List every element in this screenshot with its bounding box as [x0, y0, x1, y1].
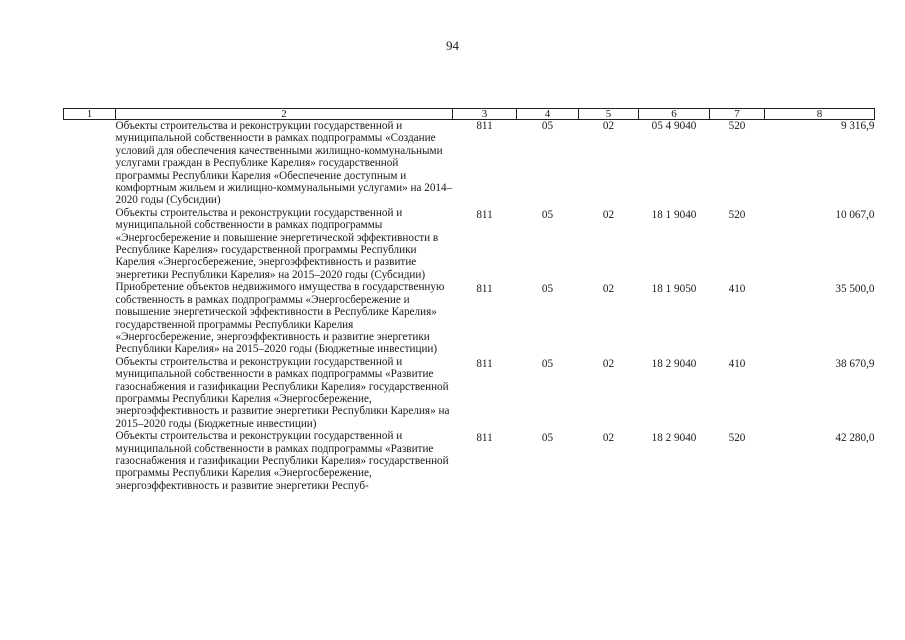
- subsection-code: 02: [602, 208, 615, 221]
- ministry-code: 811: [476, 208, 493, 221]
- row-description: Объекты строительства и реконструкции государственной и муниципальной собственности в рамках подпрограммы «Развитие газоснабжения и газификации Республики Карелия» государственной программы Республики Карелия «Энергосбережение, энергоэффективность и развитие энергетики Республики Карелия» на 2015–2020 годы (Бюджетные инвестиции): [115, 355, 450, 430]
- ministry-code: 811: [476, 120, 493, 132]
- row-description: Объекты строительства и реконструкции государственной и муниципальной собственности в рамках подпрограммы «Развитие газоснабжения и газификации Республики Карелия» государственной программы Республики Карелия «Энергосбережение, энергоэффективность и развитие энергетики Респуб-: [115, 430, 449, 492]
- section-code: 05: [541, 120, 554, 132]
- column-header-6: 6: [639, 109, 710, 120]
- table-header-row: [64, 109, 875, 120]
- column-header-3: 3: [453, 109, 517, 120]
- column-header-8: 8: [765, 109, 875, 120]
- target-article-code: 05 4 9040: [651, 120, 697, 132]
- table-row: [64, 120, 875, 207]
- subsection-code: 02: [602, 120, 615, 132]
- target-article-code: 18 1 9040: [651, 208, 697, 221]
- expense-type-code: 520: [728, 432, 746, 445]
- table-row: [64, 207, 875, 281]
- section-code: 05: [541, 432, 554, 445]
- budget-table: [63, 108, 875, 492]
- row-description: Приобретение объектов недвижимого имущества в государственную собственность в рамках подпрограммы «Энергосбережение и повышение энергетической эффективности в Республике Карелия» государственной программы Республики Карелия «Энергосбережение, энергоэффективность и развитие энергетики Республики Карелия» на 2015–2020 годы (Бюджетные инвестиции): [115, 281, 445, 356]
- section-code: 05: [541, 208, 554, 221]
- amount: 35 500,0: [835, 283, 875, 296]
- column-header-5: 5: [579, 109, 639, 120]
- row-description: Объекты строительства и реконструкции государственной и муниципальной собственности в рамках подпрограммы «Энергосбережение и повышение энергетической эффективности в Республике Карелия» государственной программы Республики Карелия «Энергосбережение, энергоэффективность и развитие энергетики Республики Карелия» на 2015–2020 годы (Субсидии): [115, 206, 439, 281]
- amount: 42 280,0: [835, 432, 875, 445]
- column-header-1: 1: [64, 109, 116, 120]
- subsection-code: 02: [602, 432, 615, 445]
- ministry-code: 811: [476, 432, 493, 445]
- expense-type-code: 410: [728, 357, 746, 370]
- column-header-7: 7: [710, 109, 765, 120]
- row-description: Объекты строительства и реконструкции государственной и муниципальной собственности в рамках подпрограммы «Создание условий для обеспечения качественными жилищно-коммунальными услугами граждан в Республике Карелия» государственной программы Республики Карелия «Обеспечение доступным и комфортным жильем и жилищно-коммунальными услугами» на 2014–2020 годы (Субсидии): [115, 120, 453, 207]
- section-code: 05: [541, 357, 554, 370]
- subsection-code: 02: [602, 283, 615, 296]
- target-article-code: 18 1 9050: [651, 283, 697, 296]
- table-row: [64, 356, 875, 430]
- ministry-code: 811: [476, 283, 493, 296]
- ministry-code: 811: [476, 357, 493, 370]
- target-article-code: 18 2 9040: [651, 357, 697, 370]
- amount: 38 670,9: [835, 357, 875, 370]
- target-article-code: 18 2 9040: [651, 432, 697, 445]
- expense-type-code: 410: [728, 283, 746, 296]
- page-number: 94: [446, 38, 459, 53]
- expense-type-code: 520: [728, 120, 746, 132]
- amount: 10 067,0: [835, 208, 875, 221]
- amount: 9 316,9: [840, 120, 875, 132]
- column-header-2: 2: [116, 109, 453, 120]
- section-code: 05: [541, 283, 554, 296]
- column-header-4: 4: [517, 109, 579, 120]
- expense-type-code: 520: [728, 208, 746, 221]
- subsection-code: 02: [602, 357, 615, 370]
- table-row: [64, 430, 875, 492]
- table-row: [64, 281, 875, 355]
